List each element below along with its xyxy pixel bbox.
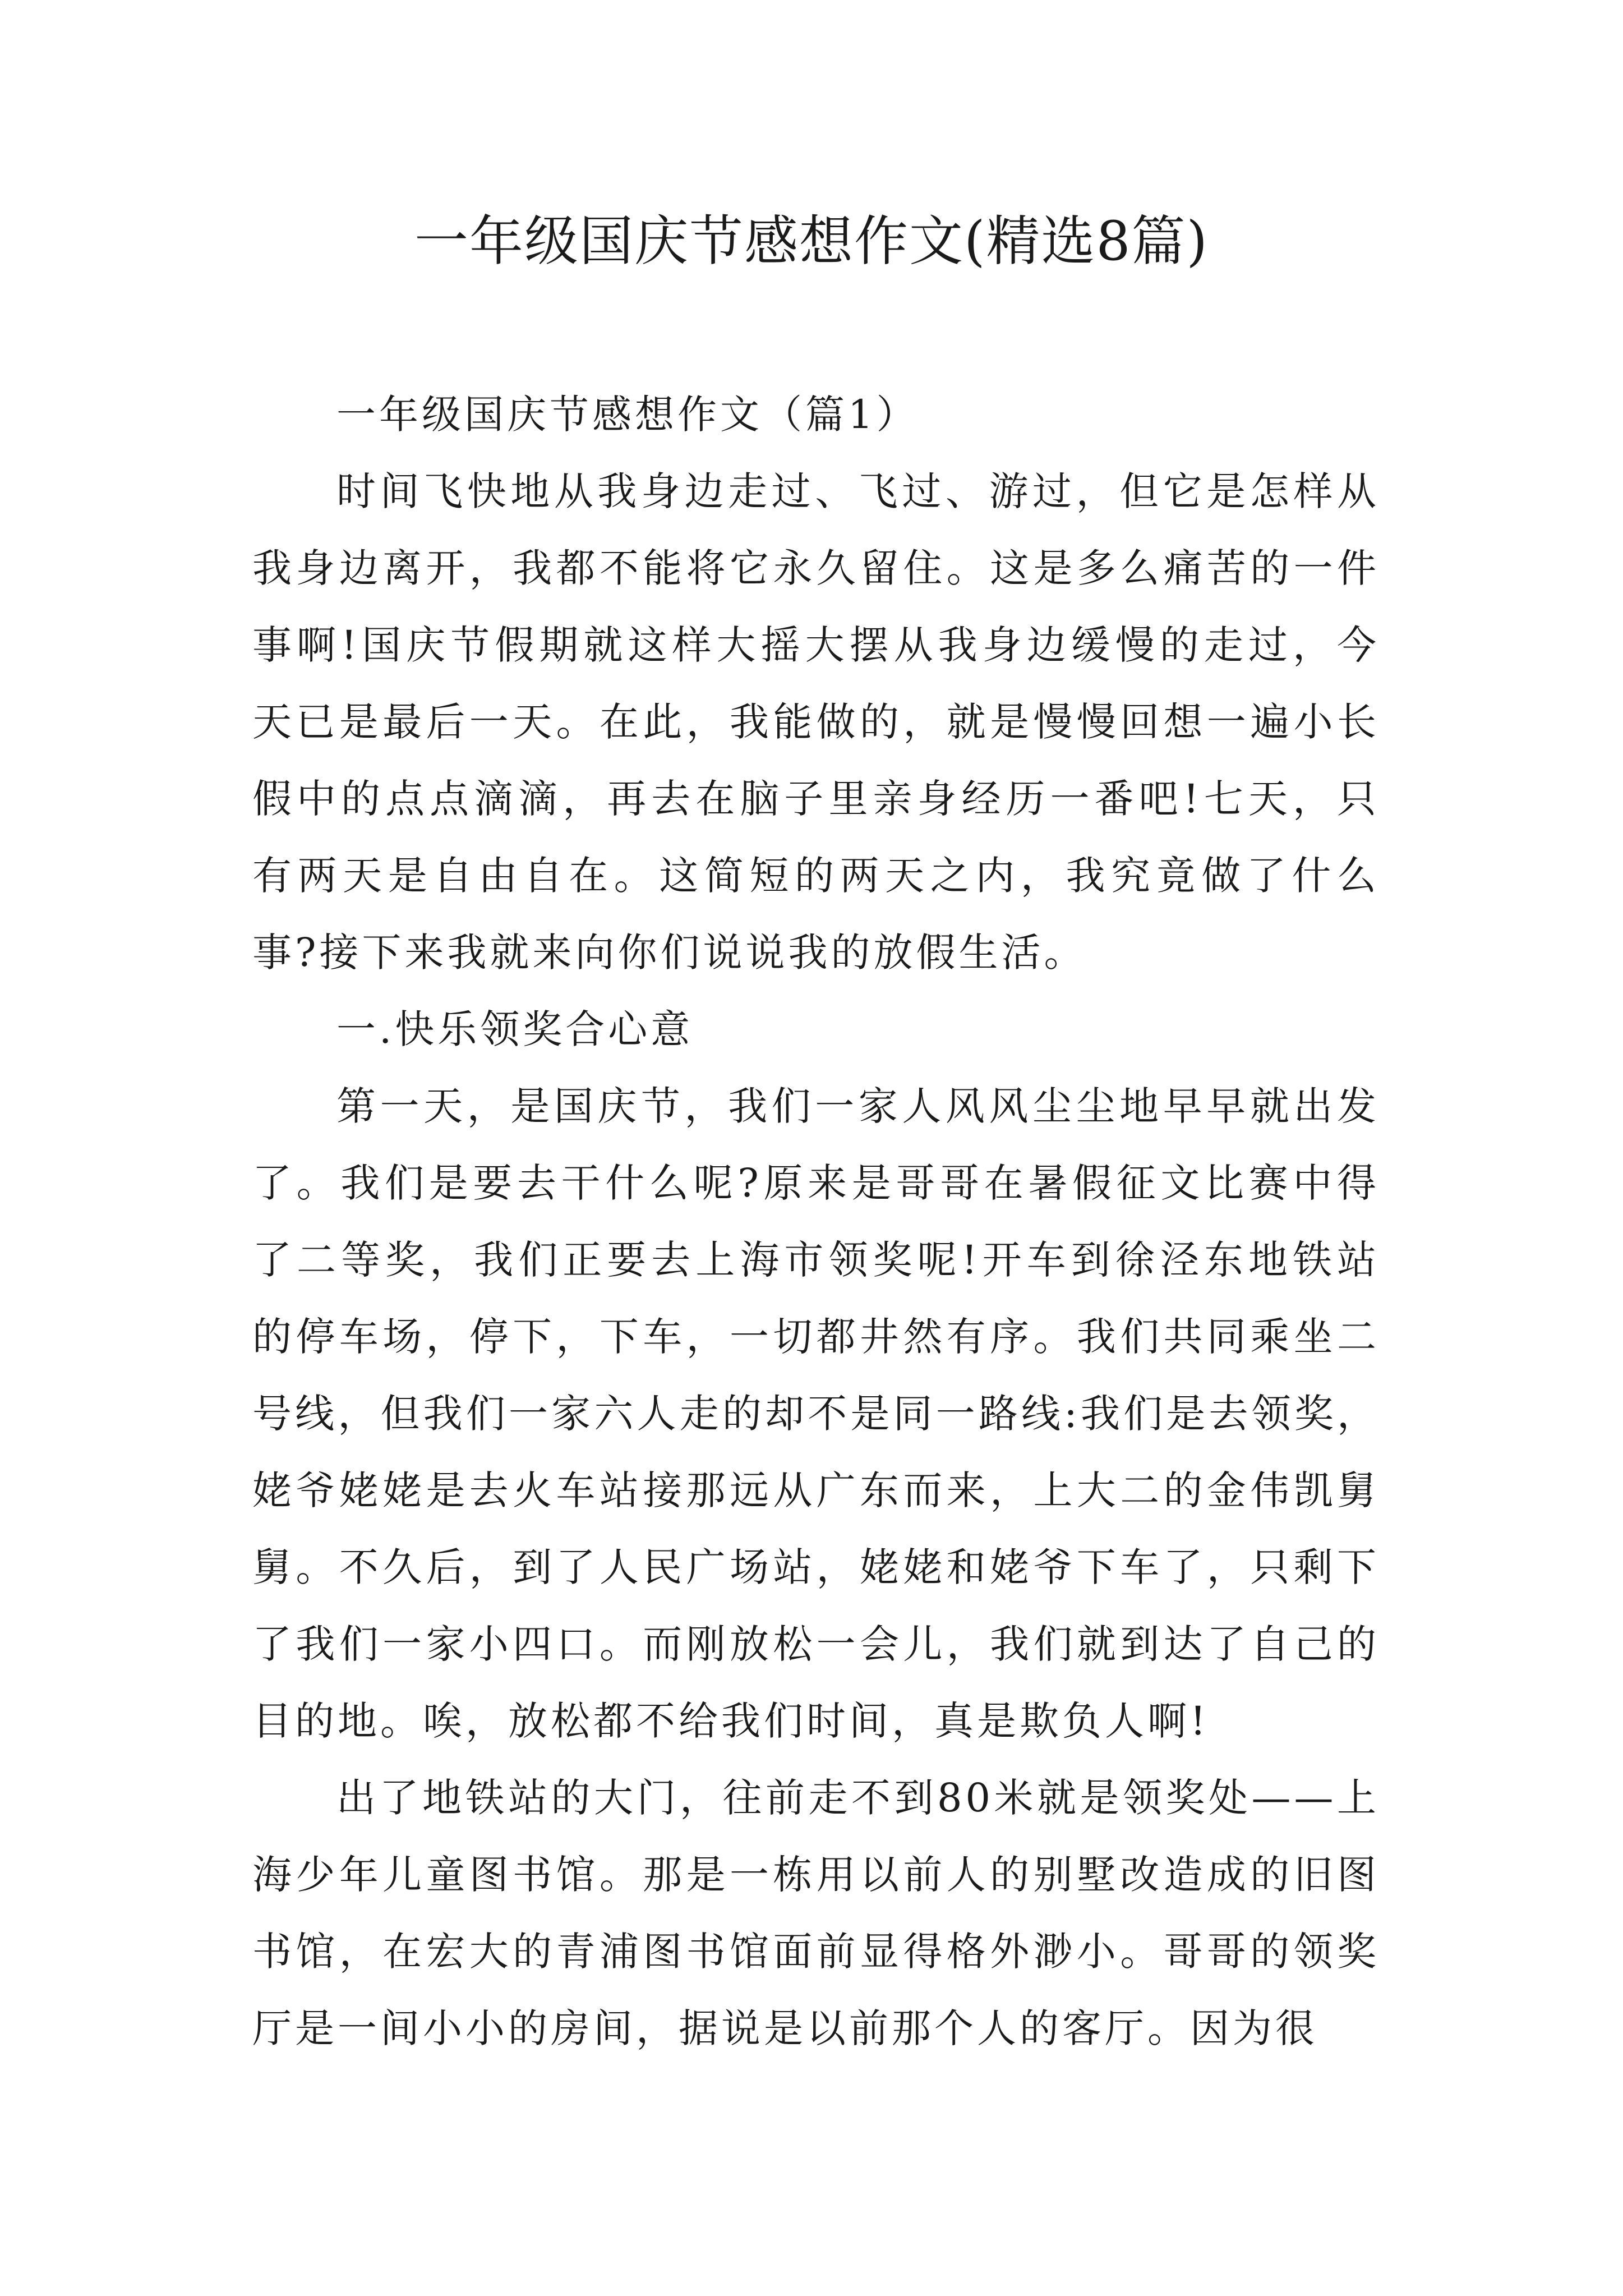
section-heading: 一年级国庆节感想作文（篇1） (336, 392, 919, 438)
document-title: 一年级国庆节感想作文(精选8篇) (414, 210, 1209, 273)
paragraph: 时间飞快地从我身边走过、飞过、游过，但它是怎样从我身边离开，我都不能将它永久留住。这是多么痛苦的一件事啊!国庆节假期就这样大摇大摆从我身边缓慢的走过，今天已是最后一天。在此，我能做的，就是慢慢回想一遍小长假中的点点滴滴，再去在脑子里亲身经历一番吧!七天，只有两天是自由自在。这简短的两天之内，我究竟做了什么事?接下来我就来向你们说说我的放假生活。 (252, 468, 1380, 976)
paragraph: 第一天，是国庆节，我们一家人风风尘尘地早早就出发了。我们是要去干什么呢?原来是哥哥在暑假征文比赛中得了二等奖，我们正要去上海市领奖呢!开车到徐泾东地铁站的停车场，停下，下车，一切都井然有序。我们共同乘坐二号线，但我们一家六人走的却不是同一路线:我们是去领奖，姥爷姥姥是去火车站接那远从广东而来，上大二的金伟凯舅舅。不久后，到了人民广场站，姥姥和姥爷下车了，只剩下了我们一家小四口。而刚放松一会儿，我们就到达了自己的目的地。唉，放松都不给我们时间，真是欺负人啊! (252, 1083, 1380, 1744)
paragraph: 出了地铁站的大门，往前走不到80米就是领奖处——上海少年儿童图书馆。那是一栋用以前人的别墅改造成的旧图书馆，在宏大的青浦图书馆面前显得格外渺小。哥哥的领奖厅是一间小小的房间，据说是以前那个人的客厅。因为很 (252, 1775, 1380, 2051)
subheading: 一.快乐领奖合心意 (336, 1006, 694, 1052)
document-body (252, 376, 1380, 2067)
